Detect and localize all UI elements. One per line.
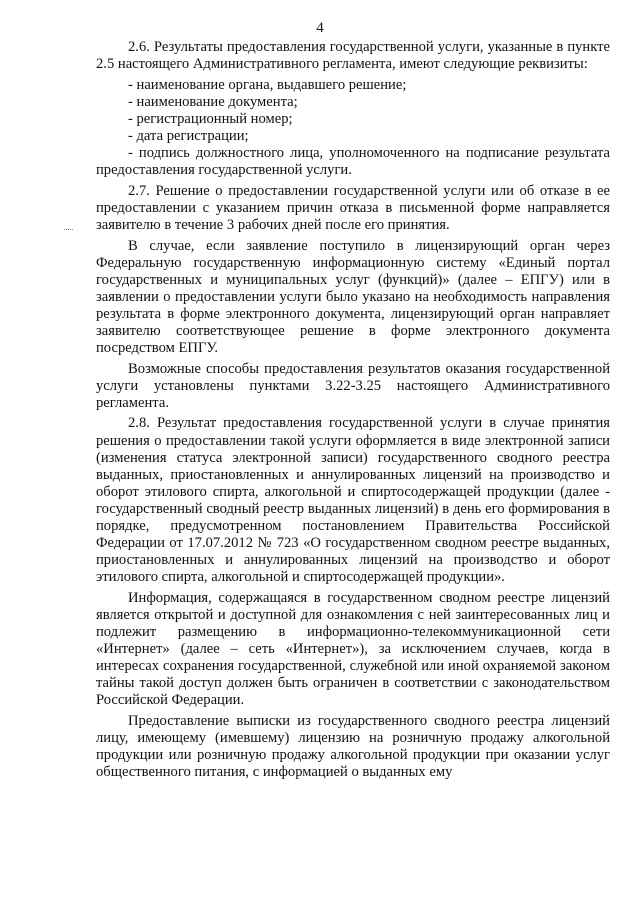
page-number: 4 [316,20,324,36]
list-item: - регистрационный номер; [128,110,293,127]
list-item: - дата регистрации; [128,127,249,144]
margin-mark [64,229,73,230]
list-item: - наименование документа; [128,93,298,110]
paragraph-2-8: 2.8. Результат предоставления государственной услуги в случае принятия решения о предоставлении такой услуги оформляется в виде электронной записи (изменения статуса электронной записи) государственного сводного реестра выданных, приостановленных и аннулированных лицензий на производство и оборот этилового спирта, алкогольной и спиртосодержащей продукции (далее - государственный сводный реестр выданных лицензий) в день его формирования в порядке, предусмотренном постановлением Правительства Российской Федерации от 17.07.2012 № 723 «О государственном сводном реестре выданных, приостановленных и аннулированных лицензий на производство и оборот этилового спирта, алкогольной и спиртосодержащей продукции». [96,415,610,586]
requisites-list [96,77,610,180]
document-body [96,39,610,785]
paragraph-epgu: В случае, если заявление поступило в лицензирующий орган через Федеральную государственную информационную систему «Единый портал государственных и муниципальных услуг (функций)» (далее – ЕПГУ) или в заявлении о предоставлении услуги было указано на необходимость направления результата в форме электронного документа, лицензирующий орган направляет заявителю соответствующее решение в форме электронного документа посредством ЕПГУ. [96,237,610,357]
paragraph-2-7: 2.7. Решение о предоставлении государственной услуги или об отказе в ее предоставлении с указанием причин отказа в письменной форме направляется заявителю в течение 3 рабочих дней после его принятия. [96,182,610,233]
paragraph-2-6: 2.6. Результаты предоставления государственной услуги, указанные в пункте 2.5 настоящего Административного регламента, имеют следующие реквизиты: [96,39,610,73]
paragraph-information: Информация, содержащаяся в государственном сводном реестре лицензий является открытой и доступной для ознакомления с ней заинтересованных лиц и подлежит размещению в информационно-телекоммуникационной сети «Интернет» (далее – сеть «Интернет»), за исключением случаев, когда в интересах сохранения государственной, служебной или иной охраняемой законом тайны такой доступ должен быть ограничен в соответствии с законодательством Российской Федерации. [96,589,610,709]
paragraph-methods: Возможные способы предоставления результатов оказания государственной услуги установлены пунктами 3.22-3.25 настоящего Административного регламента. [96,360,610,411]
paragraph-extract: Предоставление выписки из государственного сводного реестра лицензий лицу, имеющему (имевшему) лицензию на розничную продажу алкогольной продукции или розничную продажу алкогольной продукции при оказании услуг общественного питания, с информацией о выданных ему [96,713,610,781]
list-item: - подпись должностного лица, уполномоченного на подписание результата предоставления государственной услуги. [96,145,610,179]
list-item: - наименование органа, выдавшего решение; [128,76,407,93]
